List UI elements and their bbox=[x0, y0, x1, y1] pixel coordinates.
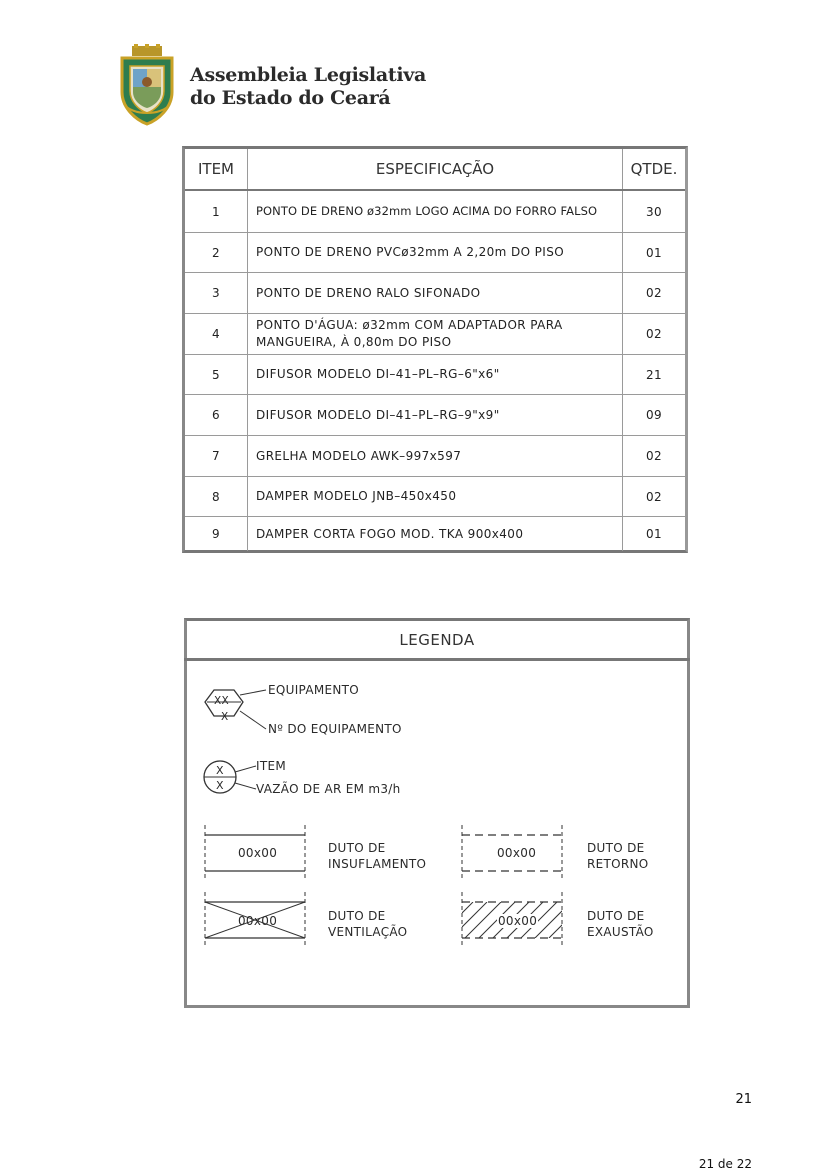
equipment-symbol-icon bbox=[200, 680, 275, 740]
organization-name bbox=[190, 64, 426, 110]
legend-title: LEGENDA bbox=[184, 621, 690, 661]
row-spec: DIFUSOR MODELO DI–41–PL–RG–9"x9" bbox=[247, 395, 622, 435]
page-footer: 21 de 22 bbox=[698, 1157, 752, 1171]
row-spec: DAMPER MODELO JNB–450x450 bbox=[247, 477, 622, 516]
spec-table-header bbox=[185, 149, 685, 191]
table-row bbox=[185, 273, 685, 314]
ventilation-duct-line1: DUTO DE bbox=[328, 909, 386, 923]
equipment-number-text: X bbox=[221, 711, 229, 723]
exhaust-duct-label bbox=[587, 908, 654, 940]
table-row bbox=[185, 233, 685, 273]
table-row bbox=[185, 191, 685, 233]
column-header-item: ITEM bbox=[197, 160, 234, 178]
row-qty: 02 bbox=[622, 273, 685, 313]
table-row bbox=[185, 314, 685, 355]
org-line-2: do Estado do Ceará bbox=[190, 87, 391, 109]
supply-duct-label bbox=[328, 840, 426, 872]
row-qty: 02 bbox=[622, 314, 685, 354]
row-item: 1 bbox=[211, 204, 221, 219]
item-airflow-text: X bbox=[216, 779, 224, 792]
airflow-label: VAZÃO DE AR EM m3/h bbox=[256, 782, 401, 796]
equipment-label: EQUIPAMENTO bbox=[268, 683, 360, 697]
row-qty: 09 bbox=[622, 395, 685, 435]
table-row bbox=[185, 395, 685, 436]
row-item: 4 bbox=[211, 327, 221, 341]
row-item: 9 bbox=[211, 527, 221, 541]
row-spec: PONTO DE DRENO RALO SIFONADO bbox=[247, 273, 622, 313]
state-seal-logo bbox=[118, 44, 176, 126]
table-row bbox=[185, 355, 685, 395]
org-line-1: Assembleia Legislativa bbox=[190, 64, 426, 86]
row-qty: 01 bbox=[622, 517, 685, 551]
column-header-spec: ESPECIFICAÇÃO bbox=[247, 149, 622, 189]
row-spec: DAMPER CORTA FOGO MOD. TKA 900x400 bbox=[247, 517, 622, 551]
supply-duct-dim: 00x00 bbox=[238, 846, 278, 860]
row-qty: 02 bbox=[622, 436, 685, 476]
row-spec: DIFUSOR MODELO DI–41–PL–RG–6"x6" bbox=[247, 355, 622, 394]
ventilation-duct-label bbox=[328, 908, 407, 940]
row-item: 2 bbox=[211, 245, 221, 260]
row-item: 6 bbox=[211, 408, 221, 422]
page-number: 21 bbox=[735, 1092, 752, 1107]
row-item: 7 bbox=[211, 449, 221, 463]
row-qty: 02 bbox=[622, 477, 685, 516]
return-duct-label bbox=[587, 840, 649, 872]
equipment-code-text: XX bbox=[214, 695, 229, 707]
row-item: 3 bbox=[211, 286, 221, 300]
row-spec: GRELHA MODELO AWK–997x597 bbox=[247, 436, 622, 476]
equipment-number-label: Nº DO EQUIPAMENTO bbox=[268, 722, 402, 736]
ventilation-duct-line2: VENTILAÇÃO bbox=[328, 925, 408, 939]
row-spec: PONTO DE DRENO PVCø32mm A 2,20m DO PISO bbox=[247, 233, 622, 272]
return-duct-line1: DUTO DE bbox=[587, 841, 645, 855]
ventilation-duct-dim: 00x00 bbox=[238, 914, 278, 928]
supply-duct-line2: INSUFLAMENTO bbox=[328, 857, 427, 871]
return-duct-dim: 00x00 bbox=[497, 846, 537, 860]
table-row bbox=[185, 477, 685, 517]
row-spec: PONTO D'ÁGUA: ø32mm COM ADAPTADOR PARA MANGUEIRA, À 0,80m DO PISO bbox=[247, 314, 622, 354]
exhaust-duct-line1: DUTO DE bbox=[587, 909, 645, 923]
exhaust-duct-dim: 00x00 bbox=[498, 914, 538, 928]
row-item: 8 bbox=[211, 489, 221, 504]
return-duct-line2: RETORNO bbox=[587, 857, 649, 871]
item-number-text: X bbox=[216, 764, 224, 777]
item-label: ITEM bbox=[256, 759, 287, 773]
row-item: 5 bbox=[211, 367, 221, 382]
table-row bbox=[185, 436, 685, 477]
supply-duct-line1: DUTO DE bbox=[328, 841, 386, 855]
row-qty: 30 bbox=[622, 191, 685, 232]
exhaust-duct-line2: EXAUSTÃO bbox=[587, 925, 654, 939]
row-qty: 21 bbox=[622, 355, 685, 394]
row-spec: PONTO DE DRENO ø32mm LOGO ACIMA DO FORRO FALSO bbox=[247, 191, 622, 232]
column-header-qty: QTDE. bbox=[622, 149, 685, 189]
row-qty: 01 bbox=[622, 233, 685, 272]
table-row bbox=[185, 517, 685, 551]
header bbox=[118, 44, 438, 126]
